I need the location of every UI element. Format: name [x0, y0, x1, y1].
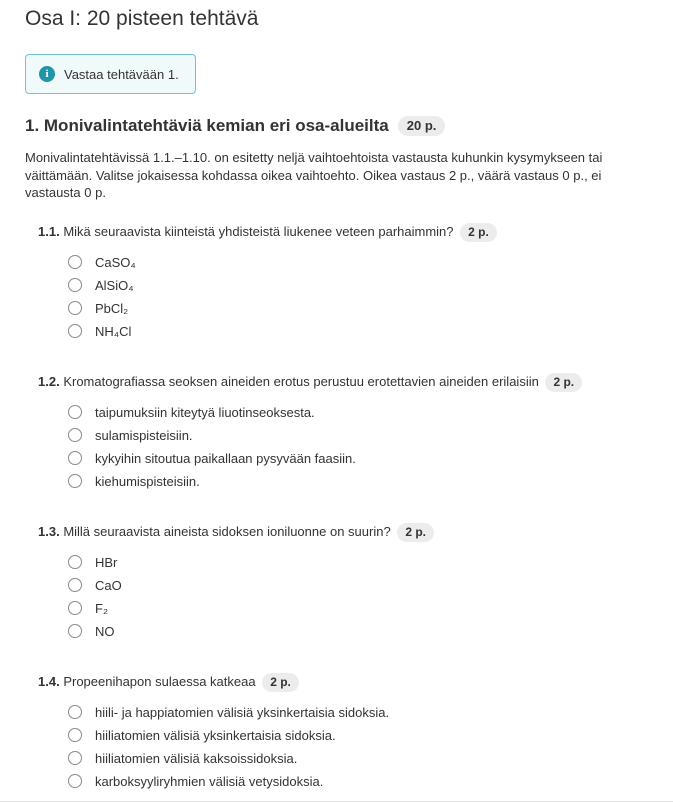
question — [38, 223, 648, 343]
question-number: 1.2. — [38, 373, 60, 389]
notice-text: Vastaa tehtävään 1. — [64, 66, 179, 82]
option-row[interactable] — [68, 424, 648, 447]
radio-button-icon[interactable] — [68, 278, 82, 292]
option-label: NO — [95, 623, 115, 639]
radio-button-icon[interactable] — [68, 728, 82, 742]
question-text: Kromatografiassa seoksen aineiden erotus perustuu erotettavien aineiden erilaisiin — [63, 373, 539, 389]
options — [68, 251, 648, 343]
option-row[interactable] — [68, 597, 648, 620]
radio-button-icon[interactable] — [68, 601, 82, 615]
radio-button-icon[interactable] — [68, 751, 82, 765]
info-icon: i — [39, 66, 55, 82]
option-label: karboksyyliryhmien välisiä vetysidoksia. — [95, 773, 324, 789]
option-row[interactable] — [68, 620, 648, 643]
option-row[interactable] — [68, 251, 648, 274]
radio-button-icon[interactable] — [68, 255, 82, 269]
option-label: HBr — [95, 554, 118, 570]
radio-button-icon[interactable] — [68, 405, 82, 419]
radio-button-icon[interactable] — [68, 774, 82, 788]
option-label: sulamispisteisiin. — [95, 427, 193, 443]
question-header — [38, 523, 648, 542]
radio-button-icon[interactable] — [68, 578, 82, 592]
option-row[interactable] — [68, 770, 648, 793]
option-label: hiiliatomien välisiä kaksoissidoksia. — [95, 750, 298, 766]
option-label: AlSiO₄ — [95, 277, 134, 293]
option-row[interactable] — [68, 447, 648, 470]
radio-button-icon[interactable] — [68, 474, 82, 488]
exercise-points-badge: 20 p. — [398, 116, 446, 136]
options — [68, 551, 648, 643]
question — [38, 373, 648, 493]
options — [68, 401, 648, 493]
question-text: Propeenihapon sulaessa katkeaa — [63, 673, 256, 689]
option-label: hiili- ja happiatomien välisiä yksinkertaisia sidoksia. — [95, 704, 390, 720]
option-row[interactable] — [68, 274, 648, 297]
option-row[interactable] — [68, 297, 648, 320]
option-label: F₂ — [95, 600, 108, 616]
question-number: 1.4. — [38, 673, 60, 689]
option-label: NH₄Cl — [95, 323, 132, 339]
exercise-heading — [25, 115, 648, 136]
question — [38, 673, 648, 793]
exercise-instructions: Monivalintatehtävissä 1.1.–1.10. on esitetty neljä vaihtoehtoista vastausta kuhunkin kysymykseen tai väittämään. Valitse jokaisessa kohdassa oikea vaihtoehto. Oikea vastaus 2 p., väärä vastaus 0 p., ei vastausta 0 p. — [25, 150, 603, 200]
question-text: Mikä seuraavista kiinteistä yhdisteistä liukenee veteen parhaimmin? — [63, 223, 454, 239]
question-header — [38, 223, 648, 242]
radio-button-icon[interactable] — [68, 324, 82, 338]
page-title: Osa I: 20 pisteen tehtävä — [25, 7, 259, 30]
exercise-title-text: 1. Monivalintatehtäviä kemian eri osa-alueilta — [25, 116, 389, 135]
question-points-badge: 2 p. — [397, 523, 434, 542]
option-label: kiehumispisteisiin. — [95, 473, 200, 489]
radio-button-icon[interactable] — [68, 555, 82, 569]
bottom-divider — [0, 801, 673, 802]
option-label: CaO — [95, 577, 122, 593]
option-label: hiiliatomien välisiä yksinkertaisia sidoksia. — [95, 727, 336, 743]
question-number: 1.3. — [38, 523, 60, 539]
option-label: CaSO₄ — [95, 254, 136, 270]
option-label: PbCl₂ — [95, 300, 129, 316]
question-header — [38, 673, 648, 692]
option-row[interactable] — [68, 401, 648, 424]
notice-box — [25, 54, 196, 94]
option-label: kykyihin sitoutua paikallaan pysyvään faasiin. — [95, 450, 356, 466]
questions — [25, 223, 648, 793]
question-points-badge: 2 p. — [262, 673, 299, 692]
option-row[interactable] — [68, 470, 648, 493]
radio-button-icon[interactable] — [68, 624, 82, 638]
option-row[interactable] — [68, 574, 648, 597]
option-row[interactable] — [68, 551, 648, 574]
option-label: taipumuksiin kiteytyä liuotinseoksesta. — [95, 404, 315, 420]
option-row[interactable] — [68, 747, 648, 770]
radio-button-icon[interactable] — [68, 301, 82, 315]
option-row[interactable] — [68, 320, 648, 343]
option-row[interactable] — [68, 701, 648, 724]
radio-button-icon[interactable] — [68, 451, 82, 465]
radio-button-icon[interactable] — [68, 428, 82, 442]
options — [68, 701, 648, 793]
question — [38, 523, 648, 643]
question-number: 1.1. — [38, 223, 60, 239]
option-row[interactable] — [68, 724, 648, 747]
question-points-badge: 2 p. — [545, 373, 582, 392]
question-points-badge: 2 p. — [460, 223, 497, 242]
radio-button-icon[interactable] — [68, 705, 82, 719]
question-header — [38, 373, 648, 392]
question-text: Millä seuraavista aineista sidoksen ioniluonne on suurin? — [63, 523, 391, 539]
